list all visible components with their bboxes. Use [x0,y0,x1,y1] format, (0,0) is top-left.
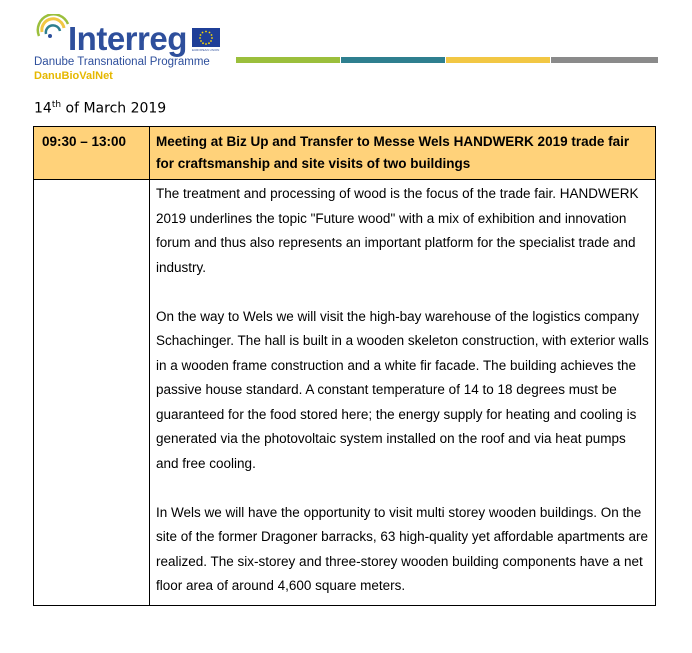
stripe-teal [341,57,445,63]
stripe-grey [551,57,658,63]
eu-flag-icon [192,28,220,47]
agenda-date [34,100,166,117]
paragraph-trade-fair: The treatment and processing of wood is the focus of the trade fair. HANDWERK 2019 underlines the topic "Future wood" with a mix of exhibition and innovation forum and thus also represents an important platform for the specialist trade and industry. [156,186,639,275]
session-description [150,180,656,606]
agenda-table [33,126,656,606]
date-suffix: th [51,100,62,110]
eu-caption: EUROPEAN UNION [192,48,220,52]
agenda-body-row [34,180,656,606]
time-cell: 09:30 – 13:00 [34,127,150,180]
date-rest: of March 2019 [61,100,167,117]
session-title: Meeting at Biz Up and Transfer to Messe Wels HANDWERK 2019 trade fair for craftsmanship and site visits of two buildings [150,127,656,180]
project-name: DanuBioValNet [34,70,113,82]
paragraph-wels-buildings: In Wels we will have the opportunity to visit multi storey wooden buildings. On the site of the former Dragoner barracks, 63 high-quality yet affordable apartments are realized. The six-storey and three-storey wooden building components have a net floor area of around 4,600 square meters. [156,504,649,593]
logo-wordmark: Interreg [68,20,187,57]
interreg-logo [34,12,234,90]
stripe-green [236,57,340,63]
empty-time-cell [34,180,150,606]
paragraph-warehouse: On the way to Wels we will visit the high-bay warehouse of the logistics company Schachinger. The hall is built in a wooden skeleton construction, with exterior walls in a wooden frame construction and a white fir facade. The building achieves the passive house standard. A constant temperature of 14 to 18 degrees must be guaranteed for the food stored here; the energy supply for heating and cooling is generated via the photovoltaic system installed on the roof and via heat pumps and free cooling. [156,308,649,471]
stripe-yellow [446,57,550,63]
programme-name: Danube Transnational Programme [34,56,210,68]
date-day: 14 [34,100,52,117]
header-color-stripes [236,57,658,63]
page-header [0,0,692,90]
agenda-header-row [34,127,656,180]
